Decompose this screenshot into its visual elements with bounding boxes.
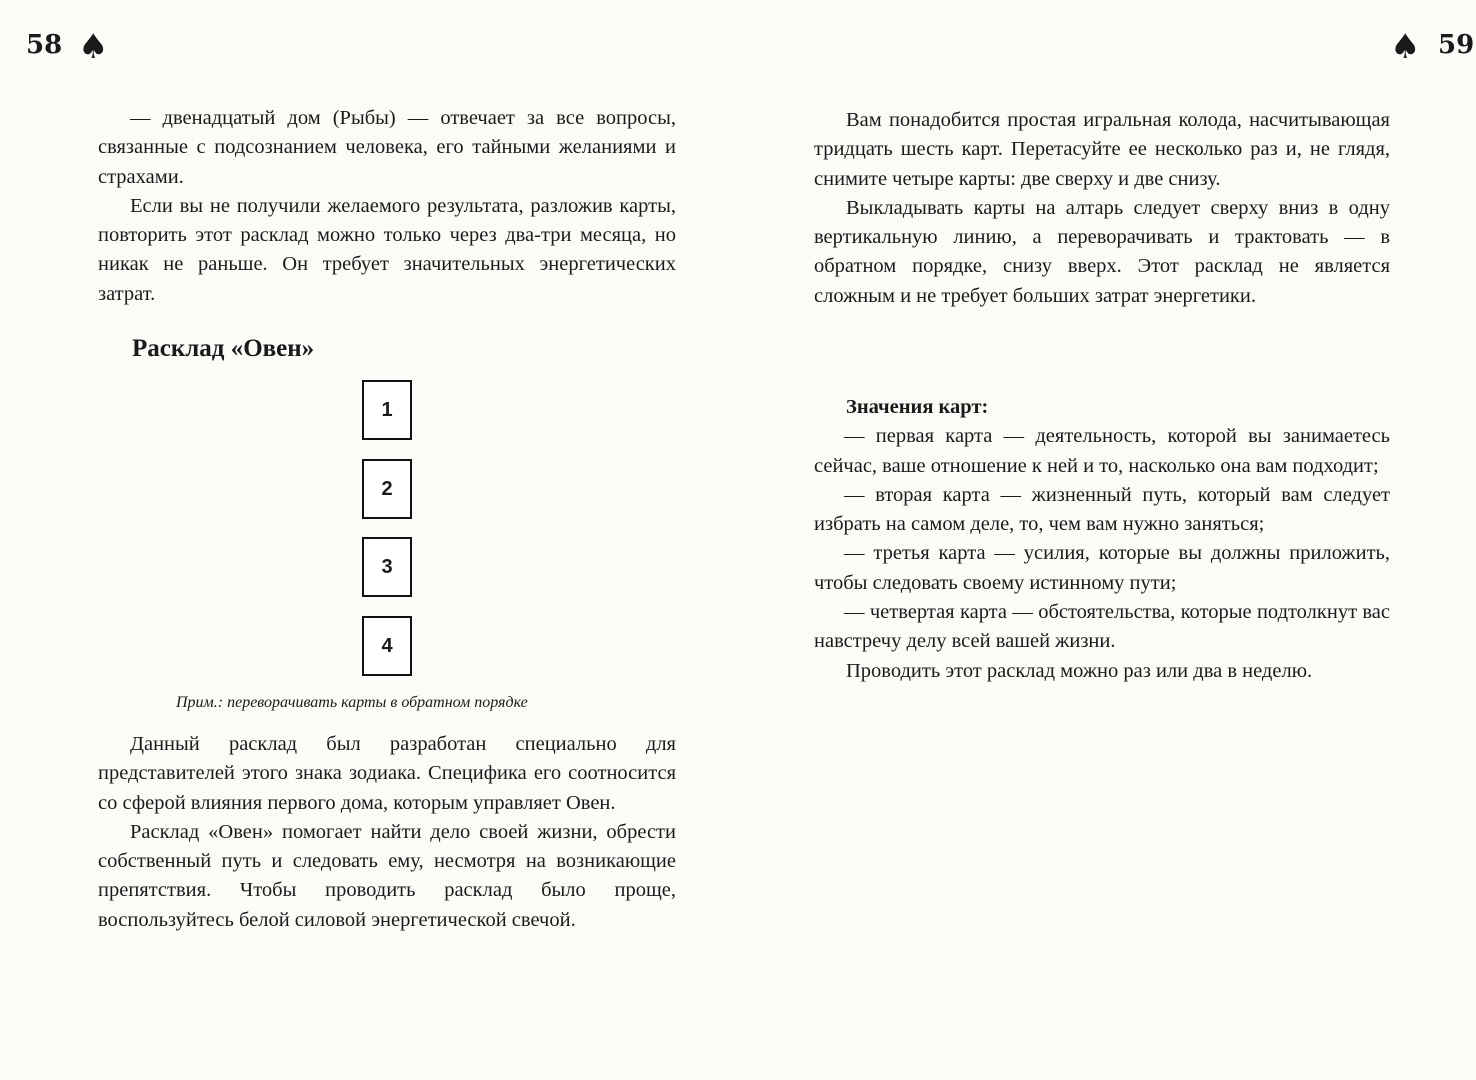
paragraph: — двенадцатый дом (Рыбы) — отвечает за все вопросы, связанные с подсознанием человека, его тайными желаниями и страхами. bbox=[98, 107, 676, 188]
body-text bbox=[98, 730, 676, 935]
spade-icon: ♠ bbox=[1390, 27, 1421, 67]
page-number-left: 58 bbox=[26, 30, 63, 60]
list-item: — вторая карта — жизненный путь, который вам следует избрать на самом деле, то, чем вам нужно заняться; bbox=[814, 483, 1390, 536]
intro-text bbox=[814, 106, 1390, 311]
card-position-2: 2 bbox=[362, 459, 412, 519]
spade-icon: ♠ bbox=[78, 27, 109, 67]
card-position-4: 4 bbox=[362, 616, 412, 676]
card-position-3: 3 bbox=[362, 537, 412, 597]
paragraph: Данный расклад был разработан специально для представителей этого знака зодиака. Специфика его соотносится со сферой влияния первого дома, которым управляет Овен. bbox=[98, 733, 676, 814]
paragraph: Вам понадобится простая игральная колода, насчитывающая тридцать шесть карт. Перетасуйте ее несколько раз и, не глядя, снимите четыре карты: две сверху и две снизу. bbox=[814, 109, 1390, 190]
list-item: — первая карта — деятельность, которой вы занимаетесь сейчас, ваше отношение к ней и то, насколько она вам подходит; bbox=[814, 425, 1390, 477]
paragraph: Выкладывать карты на алтарь следует сверху вниз в одну вертикальную линию, а переворачивать и трактовать — в обратном порядке, снизу вверх. Этот расклад не является сложным и не требует больших затрат энергетики. bbox=[814, 196, 1390, 307]
meanings-title: Значения карт: bbox=[846, 396, 989, 418]
paragraph: Расклад «Овен» помогает найти дело своей жизни, обрести собственный путь и следовать ему, несмотря на возникающие препятствия. Чтобы проводить расклад было проще, воспользуйтесь белой силовой энергетической свечой. bbox=[98, 820, 676, 931]
paragraph: Если вы не получили желаемого результата, разложив карты, повторить этот расклад можно только через два-три месяца, но никак не раньше. Он требует значительных энергетических затрат. bbox=[98, 194, 676, 305]
card-meanings bbox=[814, 393, 1390, 686]
page-number-right: 59 bbox=[1438, 30, 1475, 60]
intro-text bbox=[98, 104, 676, 309]
list-item: — четвертая карта — обстоятельства, которые подтолкнут вас навстречу делу всей вашей жизни. bbox=[814, 601, 1390, 653]
section-title: Расклад «Овен» bbox=[132, 335, 315, 362]
figure-caption: Прим.: переворачивать карты в обратном порядке bbox=[176, 694, 528, 711]
list-item: — третья карта — усилия, которые вы должны приложить, чтобы следовать своему истинному пути; bbox=[814, 542, 1390, 594]
paragraph: Проводить этот расклад можно раз или два в неделю. bbox=[846, 659, 1313, 682]
right-page bbox=[738, 0, 1476, 1080]
card-position-1: 1 bbox=[362, 380, 412, 440]
